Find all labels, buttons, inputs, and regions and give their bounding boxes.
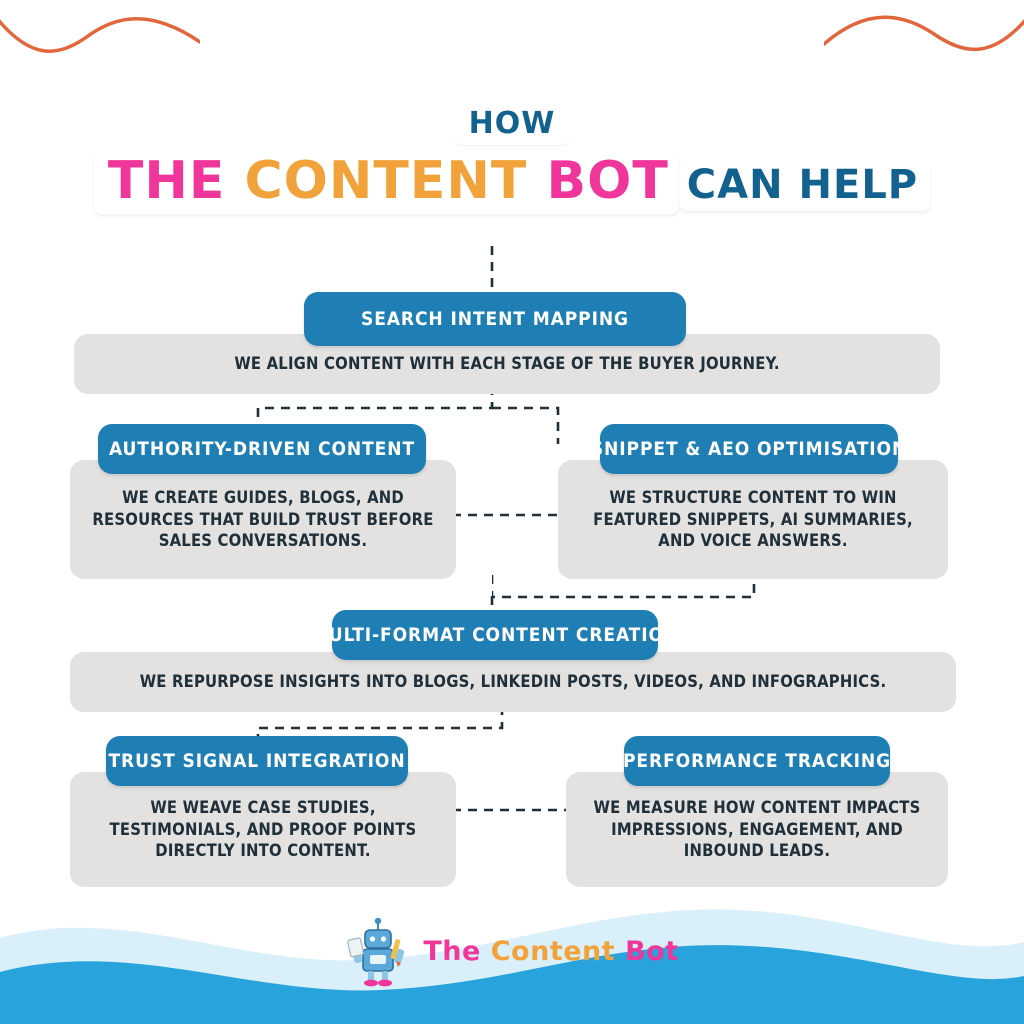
node-snippet-aeo-optimisation-desc: WE STRUCTURE CONTENT TO WIN FEATURED SNIPPETS, AI SUMMARIES, AND VOICE ANSWERS.	[593, 488, 913, 551]
node-authority-driven-content-desc: WE CREATE GUIDES, BLOGS, AND RESOURCES THAT BUILD TRUST BEFORE SALES CONVERSATIONS.	[92, 488, 434, 551]
node-search-intent-mapping-title: SEARCH INTENT MAPPING	[361, 308, 629, 330]
node-trust-signal-integration-desc: WE WEAVE CASE STUDIES, TESTIMONIALS, AND PROOF POINTS DIRECTLY INTO CONTENT.	[109, 798, 417, 861]
connector-authority-to-snippet	[452, 505, 564, 525]
node-multi-format-content-creation-body	[70, 652, 956, 712]
footer-logo	[0, 915, 1024, 987]
brand-content: CONTENT	[244, 151, 547, 211]
squiggle-left-decoration	[0, 0, 200, 90]
footer-brand-content: Content	[490, 935, 626, 967]
node-multi-format-content-creation-header[interactable]	[310, 610, 680, 660]
node-multi-format-content-creation-desc: WE REPURPOSE INSIGHTS INTO BLOGS, LINKEDIN POSTS, VIDEOS, AND INFOGRAPHICS.	[139, 672, 887, 692]
title-how: HOW	[455, 104, 570, 145]
node-trust-signal-integration-header[interactable]	[106, 736, 408, 786]
node-authority-driven-content-title: AUTHORITY-DRIVEN CONTENT	[108, 438, 416, 460]
connector-trust-to-performance	[452, 800, 572, 820]
node-performance-tracking-header[interactable]	[624, 736, 890, 786]
brand-badge	[94, 151, 679, 214]
brand-bot: BOT	[546, 151, 669, 211]
node-authority-driven-content-header[interactable]	[98, 424, 426, 474]
node-performance-tracking-title: PERFORMANCE TRACKING	[623, 750, 891, 772]
node-search-intent-mapping-desc: WE ALIGN CONTENT WITH EACH STAGE OF THE BUYER JOURNEY.	[234, 354, 780, 374]
title-can-help: CAN HELP	[679, 161, 930, 211]
footer-brand-bot: Bot	[625, 935, 679, 967]
robot-icon	[345, 915, 411, 987]
footer-brand	[423, 936, 678, 967]
node-snippet-aeo-optimisation-title: SNIPPET & AEO OPTIMISATION	[590, 438, 908, 460]
node-snippet-aeo-optimisation-header[interactable]	[590, 424, 908, 474]
node-performance-tracking-desc: WE MEASURE HOW CONTENT IMPACTS IMPRESSIONS, ENGAGEMENT, AND INBOUND LEADS.	[593, 798, 921, 861]
node-multi-format-content-creation-title: MULTI-FORMAT CONTENT CREATION	[310, 624, 680, 646]
title-main-row	[0, 151, 1024, 214]
footer-brand-the: The	[423, 935, 491, 967]
node-trust-signal-integration-title: TRUST SIGNAL INTEGRATION	[108, 750, 406, 772]
node-snippet-aeo-optimisation-body	[558, 460, 948, 579]
squiggle-right-decoration	[824, 0, 1024, 90]
node-authority-driven-content-body	[70, 460, 456, 579]
node-search-intent-mapping-header[interactable]	[304, 292, 686, 346]
brand-the: THE	[107, 151, 245, 211]
connector-title-to-search-intent	[470, 246, 530, 298]
connector-row2-horizontal	[492, 400, 582, 446]
page-title	[0, 104, 1024, 214]
